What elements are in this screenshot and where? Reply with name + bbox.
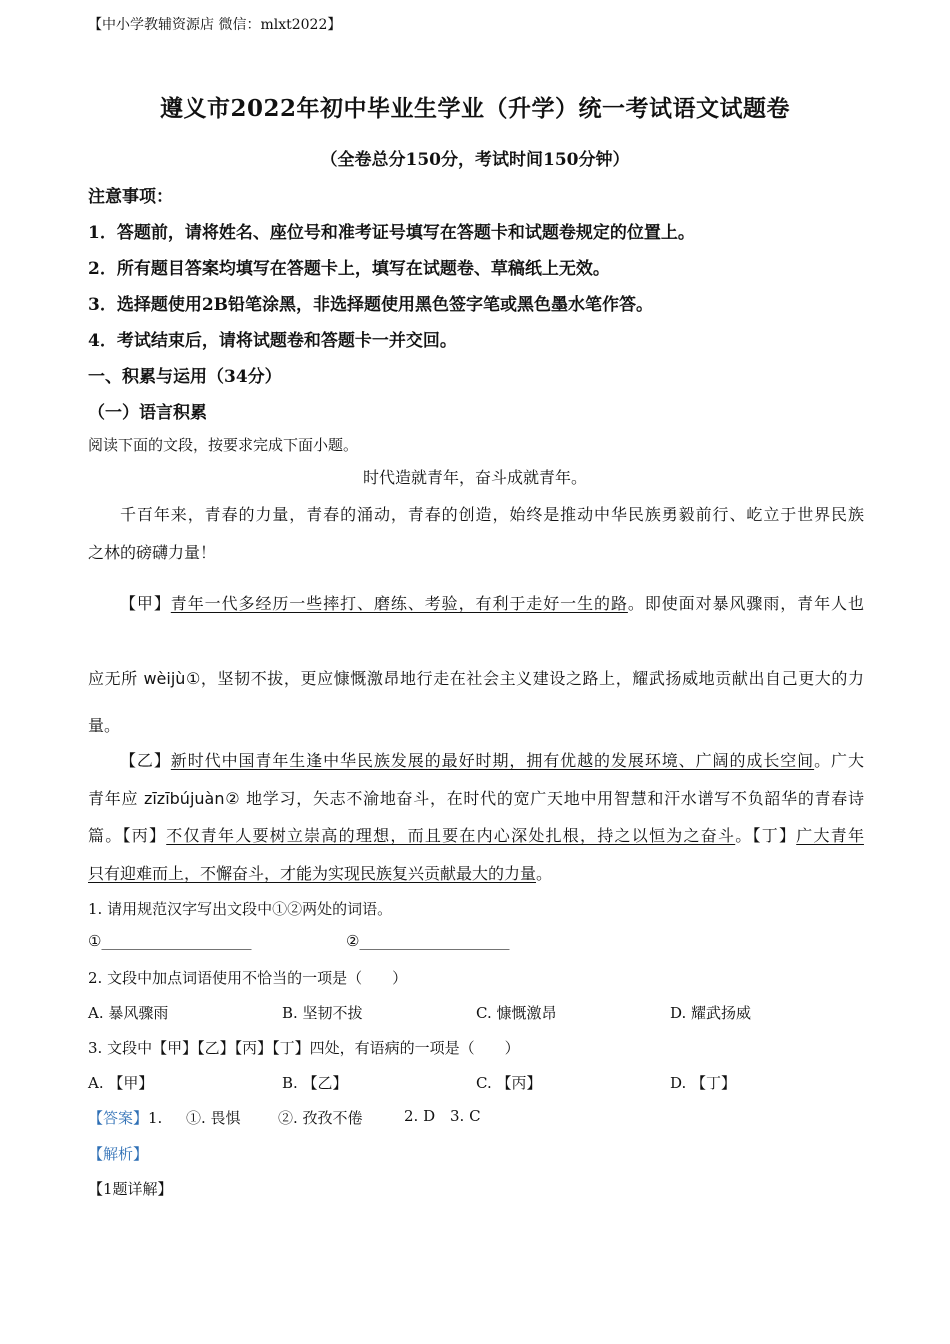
answer-blank-2[interactable]: ②____________________ [346, 932, 510, 950]
tag-bing: 【丙】 [122, 826, 167, 845]
notice-item: 4．考试结束后，请将试题卷和答题卡一并交回。 [88, 331, 457, 351]
sentence-end: 。 [536, 864, 553, 883]
sentence-mid: 。 [735, 826, 753, 845]
notice-item: 1．答题前，请将姓名、座位号和准考证号填写在答题卡和试题卷规定的位置上。 [88, 223, 695, 243]
page-subtitle: （全卷总分150分，考试时间150分钟） [320, 150, 630, 170]
sentence-jia: 青年一代多经历一些摔打、磨练、考验，有利于走好一生的路 [170, 594, 628, 613]
q2-option-c[interactable]: C. 慷慨激昂 [476, 1004, 557, 1022]
section-heading: 一、积累与运用（34分） [88, 367, 282, 387]
answer-q1-num: 1. [148, 1109, 163, 1127]
paragraph-line [120, 748, 864, 771]
q2-option-d[interactable]: D. 耀武扬威 [670, 1004, 752, 1022]
watermark: 【中小学教辅资源店 微信：mlxt2022】 [88, 17, 342, 33]
q3-option-c[interactable]: C. 【丙】 [476, 1074, 542, 1092]
answer-3: 2. D [404, 1107, 436, 1125]
q3-option-d[interactable]: D. 【丁】 [670, 1074, 737, 1092]
tag-ding: 【丁】 [752, 826, 797, 845]
question-3-stem: 3. 文段中【甲】【乙】【丙】【丁】四处，有语病的一项是（ ） [88, 1039, 520, 1057]
sentence-bing: 不仅青年人要树立崇高的理想，而且要在内心深处扎根，持之以恒为之奋斗 [166, 826, 736, 845]
notice-item: 3．选择题使用2B铅笔涂黑，非选择题使用黑色签字笔或黑色墨水笔作答。 [88, 295, 654, 315]
sentence-ding-b: 只有迎难而上，不懈奋斗，才能为实现民族复兴贡献最大的力量 [88, 864, 537, 883]
detail-heading: 【1题详解】 [88, 1180, 173, 1198]
tag-yi: 【乙】 [120, 751, 171, 770]
paragraph-line [120, 591, 864, 614]
sentence-yi: 新时代中国青年生逢中华民族发展的最好时期，拥有优越的发展环境、广阔的成长空间 [170, 751, 815, 770]
subsection-heading: （一）语言积累 [88, 403, 207, 423]
sentence-rest: 。即使面对暴风骤雨，青年人也 [627, 594, 864, 613]
paragraph-line: 千百年来，青春的力量，青春的涌动，青春的创造，始终是推动中华民族勇毅前行、屹立于世界民族 [120, 505, 864, 524]
answer-2: ②. 孜孜不倦 [278, 1109, 363, 1127]
q3-option-a[interactable]: A. 【甲】 [88, 1074, 154, 1092]
page-title: 遵义市2022年初中毕业生学业（升学）统一考试语文试题卷 [159, 95, 790, 122]
answer-4: 3. C [450, 1107, 481, 1125]
passage-title: 时代造就青年，奋斗成就青年。 [362, 468, 587, 487]
paragraph-line: 青年应 zīzībújuàn② 地学习，矢志不渝地奋斗，在时代的宽广天地中用智慧和汗水谱写不负韶华的青春诗 [88, 789, 864, 808]
question-1-stem: 1. 请用规范汉字写出文段中①②两处的词语。 [88, 900, 393, 918]
paragraph-line: 之林的磅礴力量！ [88, 543, 217, 562]
question-2-stem: 2. 文段中加点词语使用不恰当的一项是（ ） [88, 969, 408, 987]
tag-jia: 【甲】 [120, 594, 171, 613]
sentence-rest: 。广大 [814, 751, 864, 770]
paragraph-line: 量。 [88, 716, 121, 735]
analysis-heading: 【解析】 [88, 1145, 149, 1163]
paragraph-line [88, 861, 552, 884]
q2-option-a[interactable]: A. 暴风骤雨 [88, 1004, 169, 1022]
notice-item: 2．所有题目答案均填写在答题卡上，填写在试题卷、草稿纸上无效。 [88, 259, 610, 279]
answer-tag: 【答案】 [88, 1109, 149, 1127]
instruction-text: 阅读下面的文段，按要求完成下面小题。 [88, 436, 359, 454]
q3-option-b[interactable]: B. 【乙】 [282, 1074, 348, 1092]
paragraph-line: 应无所 wèijù①，坚韧不拔，更应慷慨激昂地行走在社会主义建设之路上，耀武扬威地贡献出自己更大的力 [88, 669, 864, 688]
answer-blank-1[interactable]: ①____________________ [88, 932, 252, 950]
sentence-pre: 篇。 [88, 826, 123, 845]
paragraph-line [88, 823, 864, 846]
sentence-ding-a: 广大青年 [796, 826, 864, 845]
answer-line [88, 1107, 162, 1128]
notice-heading: 注意事项： [88, 187, 173, 207]
q2-option-b[interactable]: B. 坚韧不拔 [282, 1004, 363, 1022]
answer-1: ①. 畏惧 [186, 1109, 241, 1127]
